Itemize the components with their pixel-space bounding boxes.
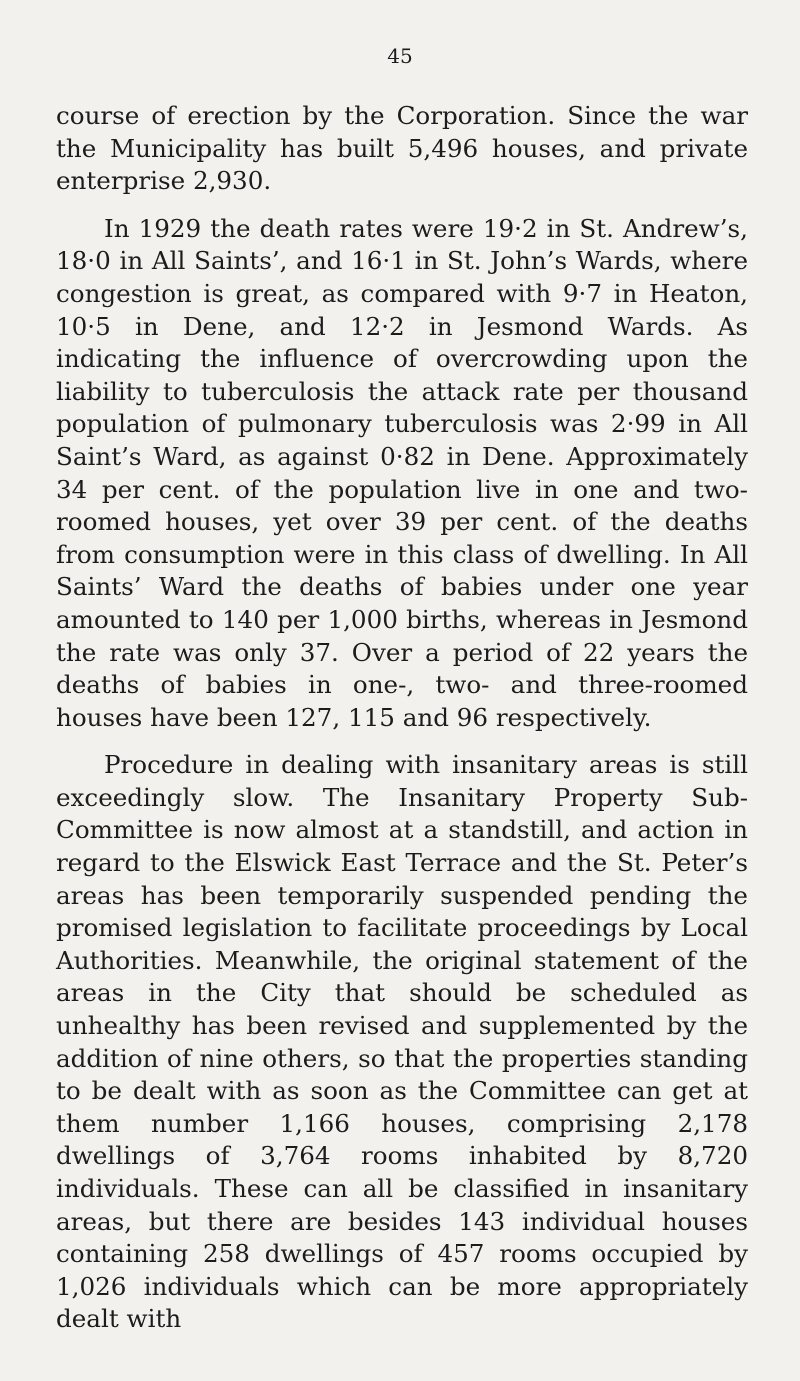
body-text — [56, 100, 748, 1336]
paragraph-insanitary-areas: Procedure in dealing with insanitary areas is still exceedingly slow. The Insanitary Property Sub-Committee is now almost at a standstill, and action in regard to the Elswick East Terrace and the St. Peter’s areas has been temporarily suspended pending the promised legislation to facilitate proceedings by Local Authorities. Meanwhile, the original statement of the areas in the City that should be scheduled as unhealthy has been revised and supplemented by the addition of nine others, so that the properties standing to be dealt with as soon as the Committee can get at them number 1,166 houses, comprising 2,178 dwellings of 3,764 rooms inhabited by 8,720 individuals. These can all be classified in insanitary areas, but there are besides 143 individual houses containing 258 dwellings of 457 rooms occupied by 1,026 individuals which can be more appropriately dealt with — [56, 750, 748, 1334]
paragraph-continuation: course of erection by the Corporation. Since the war the Municipality has built 5,496 houses, and private enterprise 2,930. — [56, 101, 748, 196]
paragraph-death-rates: In 1929 the death rates were 19·2 in St. Andrew’s, 18·0 in All Saints’, and 16·1 in St. John’s Wards, where congestion is great, as compared with 9·7 in Heaton, 10·5 in Dene, and 12·2 in Jesmond Wards. As indicating the influence of overcrowding upon the liability to tuberculosis the attack rate per thousand population of pulmonary tuberculosis was 2·99 in All Saint’s Ward, as against 0·82 in Dene. Approximately 34 per cent. of the population live in one and two-roomed houses, yet over 39 per cent. of the deaths from consumption were in this class of dwelling. In All Saints’ Ward the deaths of babies under one year amounted to 140 per 1,000 births, whereas in Jesmond the rate was only 37. Over a period of 22 years the deaths of babies in one-, two- and three-roomed houses have been 127, 115 and 96 respectively. — [56, 213, 748, 732]
page-number: 45 — [387, 44, 413, 68]
